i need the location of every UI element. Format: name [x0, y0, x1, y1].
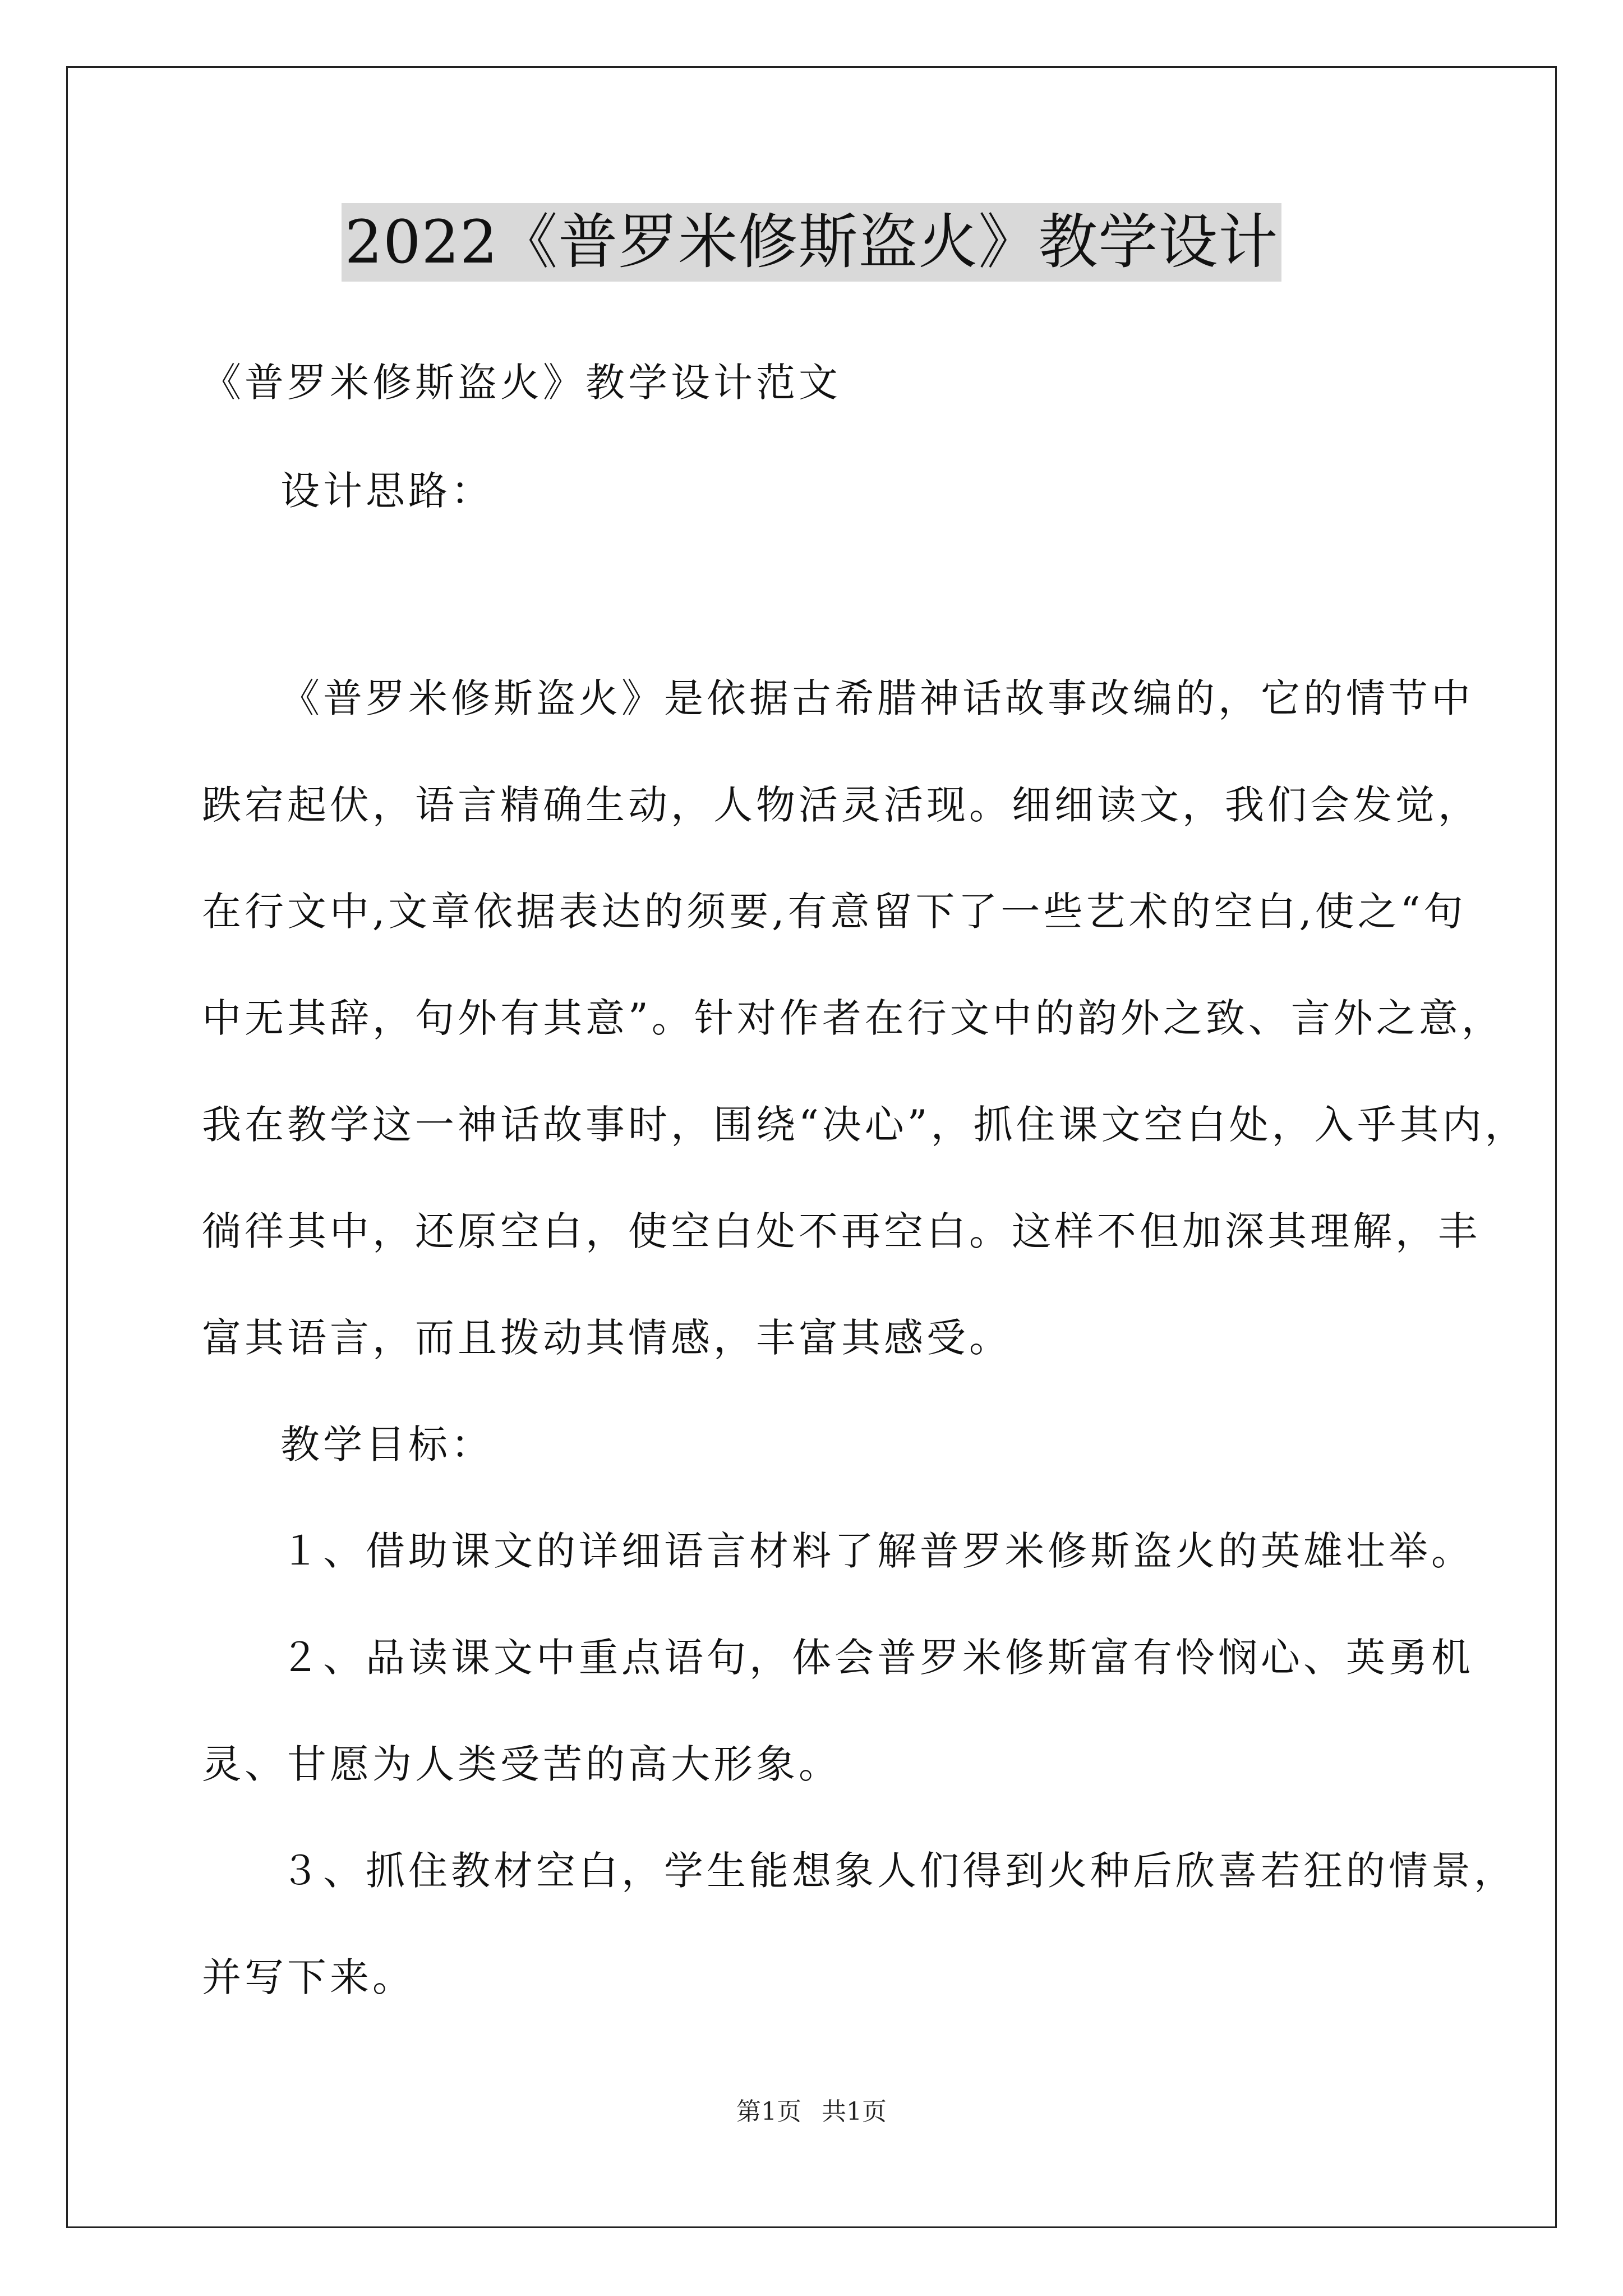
goal-item-2: ２、品读课文中重点语句，体会普罗米修斯富有怜悯心、英勇机: [280, 1635, 1474, 1681]
design-paragraph-line: 徜徉其中，还原空白，使空白处不再空白。这样不但加深其理解，丰: [202, 1208, 1481, 1254]
title-container: [0, 203, 1623, 282]
page-footer: [0, 2095, 1623, 2129]
document-subtitle: 《普罗米修斯盗火》教学设计范文: [202, 360, 841, 406]
design-paragraph-line: 中无其辞，句外有其意”。针对作者在行文中的韵外之致、言外之意，: [202, 995, 1504, 1041]
design-paragraph-line: 富其语言，而且拨动其情感，丰富其感受。: [202, 1315, 1012, 1361]
design-paragraph-line: 跌宕起伏，语言精确生动，人物活灵活现。细细读文，我们会发觉，: [202, 782, 1481, 828]
goal-item-3: ３、抓住教材空白，学生能想象人们得到火种后欣喜若狂的情景，: [280, 1848, 1516, 1894]
document-title: 2022《普罗米修斯盗火》教学设计: [342, 203, 1282, 282]
design-paragraph-line: 在行文中,文章依据表达的须要,有意留下了一些艺术的空白,使之“句: [202, 889, 1467, 935]
design-paragraph-line: 《普罗米修斯盗火》是依据古希腊神话故事改编的，它的情节中: [280, 675, 1474, 721]
goal-item-2-continued: 灵、甘愿为人类受苦的高大形象。: [202, 1741, 841, 1787]
goal-item-1: １、借助课文的详细语言材料了解普罗米修斯盗火的英雄壮举。: [280, 1528, 1474, 1574]
design-paragraph-line: 我在教学这一神话故事时，围绕“决心”，抓住课文空白处，入乎其内，: [202, 1102, 1528, 1148]
page-number: 第1页: [736, 2097, 801, 2126]
page-total: 共1页: [822, 2097, 887, 2126]
goals-heading: 教学目标：: [280, 1421, 494, 1467]
goal-item-3-continued: 并写下来。: [202, 1954, 415, 2000]
design-heading: 设计思路：: [280, 468, 494, 514]
